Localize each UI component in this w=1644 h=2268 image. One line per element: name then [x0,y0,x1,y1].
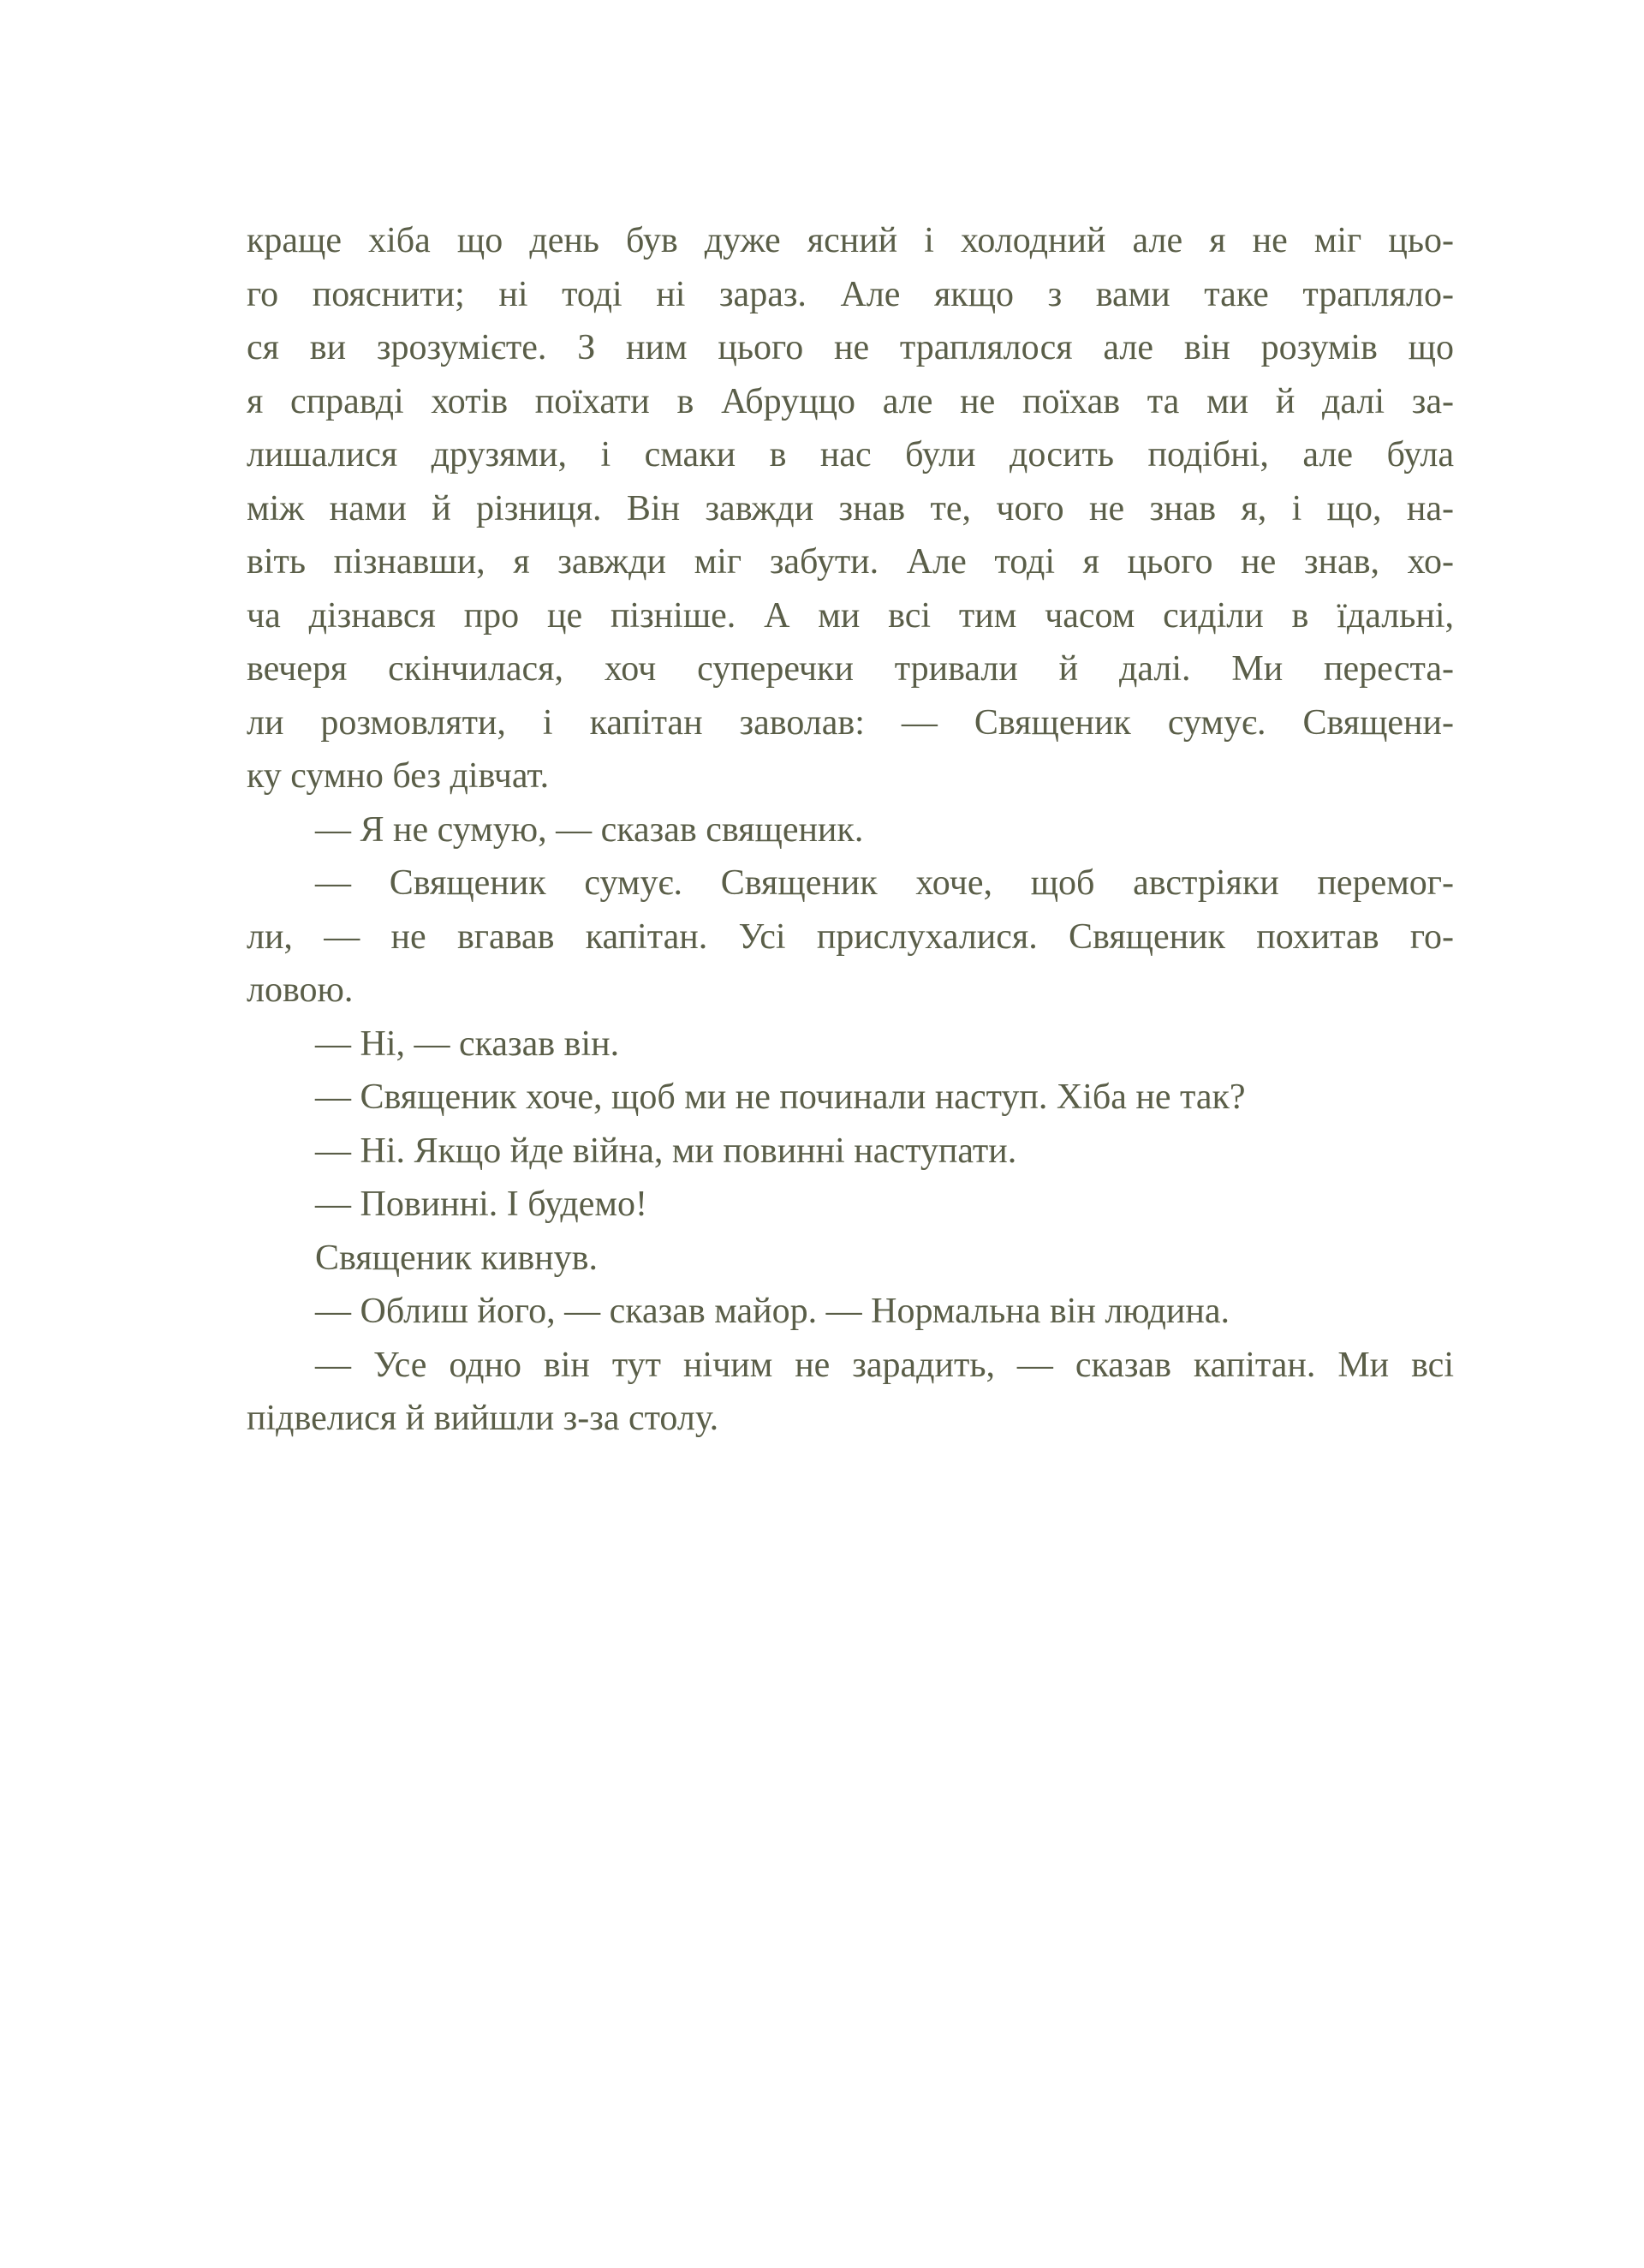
text-line: — Я не сумую, — сказав священик. [315,809,864,850]
text-line: краще хіба що день був дуже ясний і холодний але я не міг цьо- [247,221,1454,260]
text-line: ли, — не вгавав капітан. Усі прислухалися. Священик похитав го- [247,916,1454,957]
text-line: — Облиш його, — сказав майор. — Нормальна він людина. [315,1292,1230,1331]
text-line: ли розмовляти, і капітан заволав: — Священик сумує. Священи- [247,702,1454,743]
text-line: ча дізнався про це пізніше. А ми всі тим часом сиділи в їдальні, [247,595,1454,636]
text-line: — Священик сумує. Священик хоче, щоб австріяки перемог- [315,863,1454,903]
text-line: вечеря скінчилася, хоч суперечки тривали й далі. Ми переста- [247,649,1454,689]
text-line: го пояснити; ні тоді ні зараз. Але якщо з вами таке трапляло- [247,274,1454,314]
text-line: віть пізнавши, я завжди міг забути. Але тоді я цього не знав, хо- [247,542,1454,582]
text-line: підвелися й вийшли з-за столу. [247,1399,719,1438]
text-line: між нами й різниця. Він завжди знав те, чого не знав я, і що, на- [247,488,1454,528]
text-line: я справді хотів поїхати в Абруццо але не поїхав та ми й далі за- [247,381,1454,421]
book-page-text [247,214,1454,1446]
text-line: — Священик хоче, щоб ми не починали наступ. Хіба не так? [315,1077,1246,1117]
text-line: — Ні, — сказав він. [315,1024,620,1064]
text-line: лишалися друзями, і смаки в нас були досить подібні, але була [247,435,1454,474]
text-line: — Ні. Якщо йде війна, ми повинні наступати. [315,1131,1017,1171]
text-line: — Повинні. І будемо! [315,1185,647,1224]
text-line: — Усе одно він тут нічим не зарадить, — сказав капітан. Ми всі [315,1345,1454,1385]
text-line: ловою. [247,970,354,1010]
text-line: Священик кивнув. [315,1238,598,1278]
text-line: ся ви зрозумієте. З ним цього не траплялося але він розумів що [247,328,1454,367]
text-line: ку сумно без дівчат. [247,756,550,796]
